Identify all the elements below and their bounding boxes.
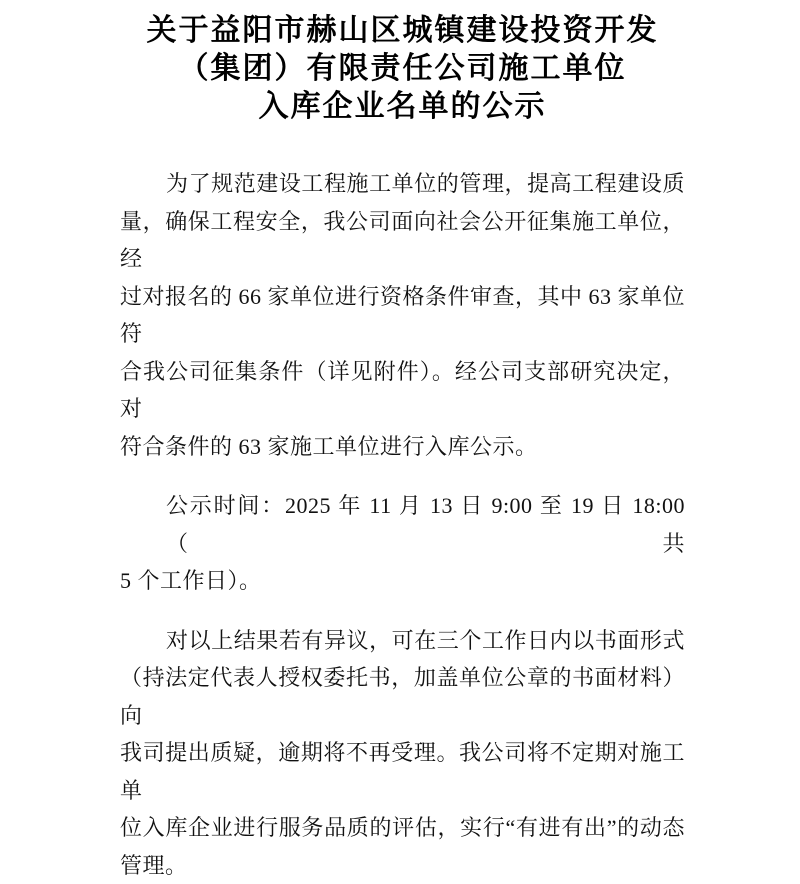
paragraph-line: 我司提出质疑，逾期将不再受理。我公司将不定期对施工单	[120, 734, 685, 809]
paragraph-line: 符合条件的 63 家施工单位进行入库公示。	[120, 428, 685, 466]
document-page	[0, 12, 800, 628]
paragraph-line: 合我公司征集条件（详见附件）。经公司支部研究决定，对	[120, 353, 685, 428]
document-content	[120, 12, 685, 884]
paragraph-line: 5 个工作日）。	[120, 562, 685, 600]
document-body	[120, 165, 685, 884]
title-line-3: 入库企业名单的公示	[120, 88, 685, 126]
paragraph-line: 为了规范建设工程施工单位的管理，提高工程建设质	[120, 165, 685, 203]
paragraph-line: （持法定代表人授权委托书，加盖单位公章的书面材料）向	[120, 659, 685, 734]
paragraph-line: 量，确保工程安全，我公司面向社会公开征集施工单位，经	[120, 203, 685, 278]
paragraph-line: 对以上结果若有异议，可在三个工作日内以书面形式	[120, 622, 685, 660]
paragraph-line: 管理。	[120, 847, 685, 884]
paragraph-line: 公示时间：2025 年 11 月 13 日 9:00 至 19 日 18:00（共	[120, 487, 685, 562]
title-line-2: （集团）有限责任公司施工单位	[120, 50, 685, 88]
title-line-1: 关于益阳市赫山区城镇建设投资开发	[120, 12, 685, 50]
document-title	[120, 12, 685, 126]
paragraph-line: 过对报名的 66 家单位进行资格条件审查，其中 63 家单位符	[120, 278, 685, 353]
paragraph-line: 位入库企业进行服务品质的评估，实行“有进有出”的动态	[120, 809, 685, 847]
